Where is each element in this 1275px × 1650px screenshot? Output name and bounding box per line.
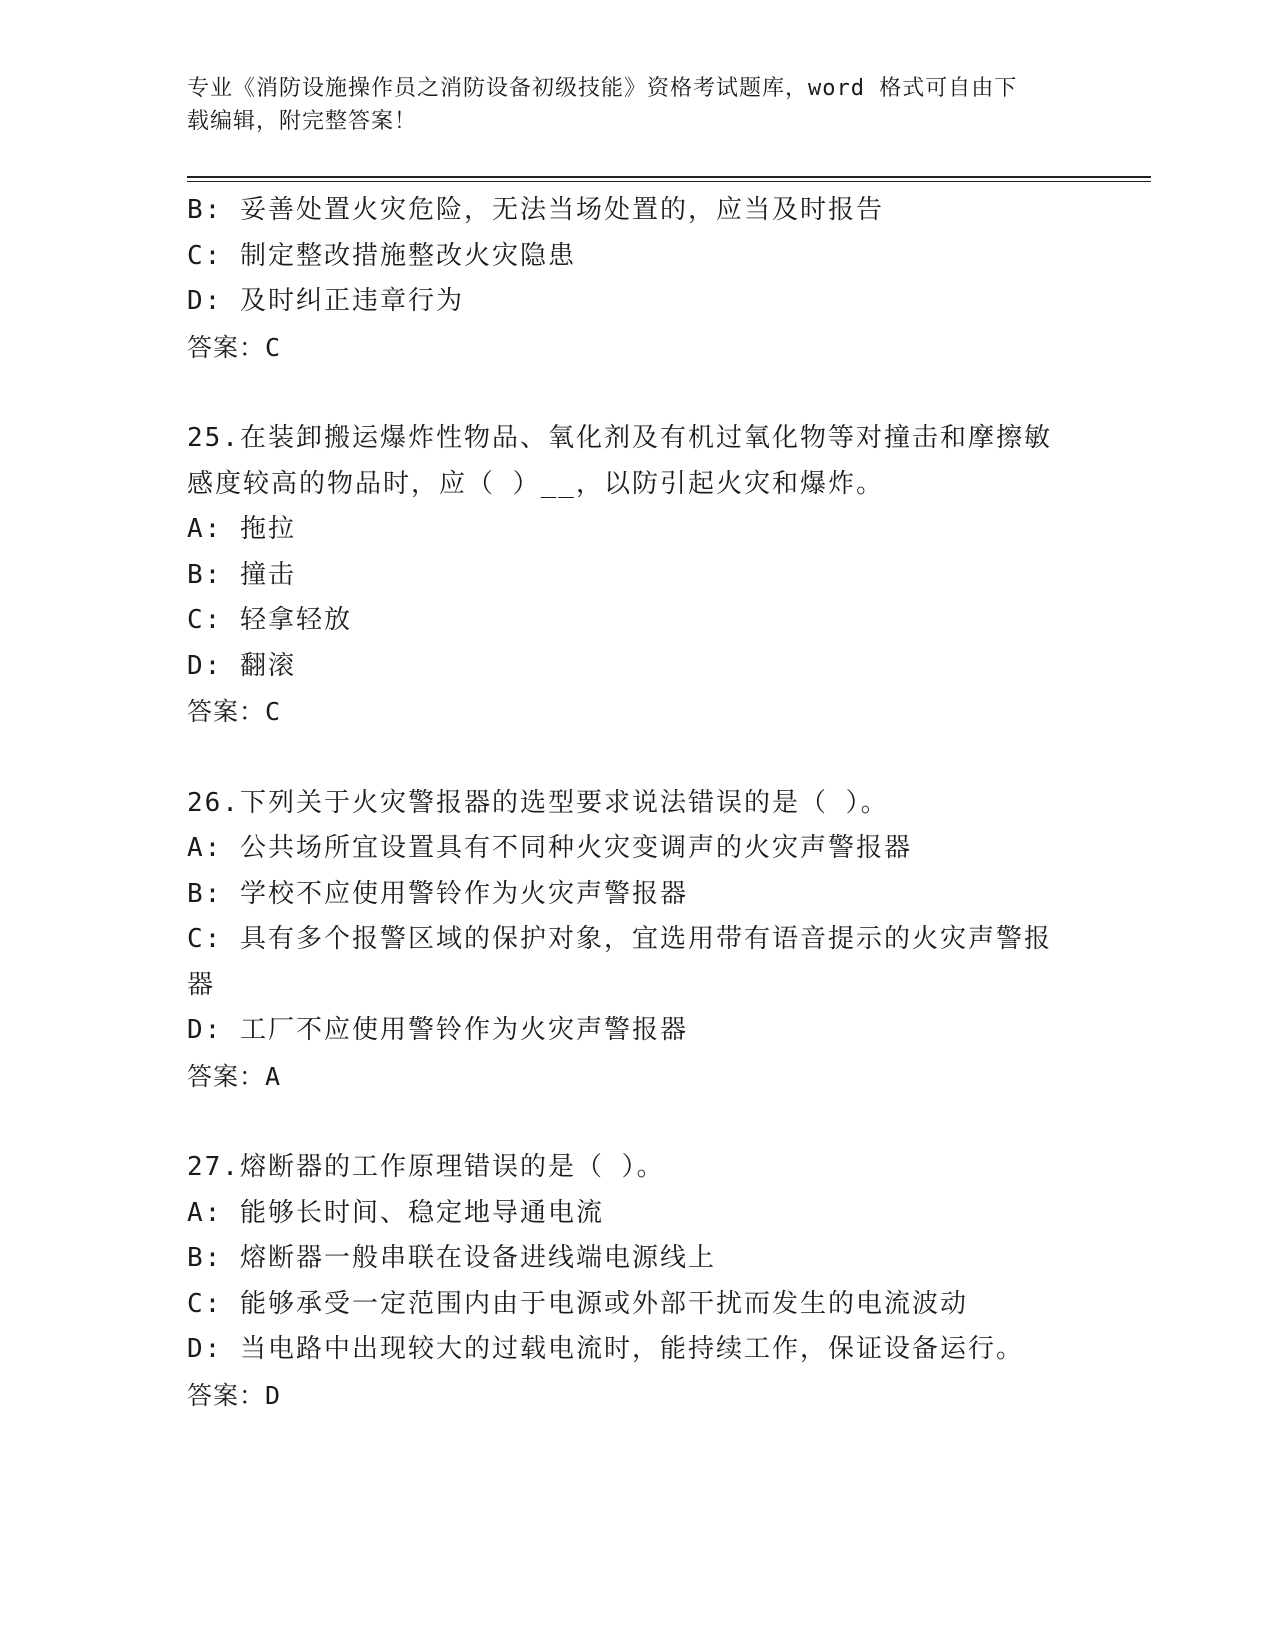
option-d: D: 及时纠正违章行为 [187,286,464,316]
question-stem: 25.在装卸搬运爆炸性物品、氧化剂及有机过氧化物等对撞击和摩擦敏 [187,423,1052,453]
option-c: C: 具有多个报警区域的保护对象，宜选用带有语音提示的火灾声警报 [187,924,1052,954]
header-rule-thick [187,176,1151,178]
spacer [187,1099,1067,1145]
option-d: D: 翻滚 [187,650,296,681]
header-line-2: 载编辑，附完整答案！ [187,109,418,134]
option-c: C: 制定整改措施整改火灾隐患 [187,240,576,271]
option-b: B: 撞击 [187,559,296,590]
answer-value: D [265,1380,282,1410]
option-d: D: 工厂不应使用警铃作为火灾声警报器 [187,1015,688,1045]
answer [187,1373,1067,1419]
page-header [187,72,1087,138]
answer [187,689,1067,735]
answer-label: 答案： [187,332,266,362]
option-d: D: 当电路中出现较大的过载电流时，能持续工作，保证设备运行。 [187,1334,1024,1364]
spacer [187,735,1067,781]
option-c-continued: 器 [187,969,216,1000]
question-26 [187,781,1067,1100]
answer-label: 答案： [187,1380,266,1410]
question-content [187,188,1067,1418]
answer-label: 答案： [187,697,266,726]
answer-value: C [265,697,282,726]
option-a: A: 拖拉 [187,514,296,544]
question-25 [187,416,1067,735]
question-27 [187,1145,1067,1418]
option-c: C: 能够承受一定范围内由于电源或外部干扰而发生的电流波动 [187,1288,968,1319]
option-c: C: 轻拿轻放 [187,605,352,635]
option-b: B: 妥善处置火灾危险，无法当场处置的，应当及时报告 [187,195,884,225]
answer-value: A [265,1061,282,1091]
question-24 [187,188,1067,370]
answer-label: 答案： [187,1061,266,1091]
answer [187,1054,1067,1100]
question-stem: 27.熔断器的工作原理错误的是（ ）。 [187,1152,665,1182]
question-stem: 26.下列关于火灾警报器的选型要求说法错误的是（ ）。 [187,787,889,818]
option-a: A: 公共场所宜设置具有不同种火灾变调声的火灾声警报器 [187,833,912,863]
option-a: A: 能够长时间、稳定地导通电流 [187,1197,604,1228]
header-rule-thin [187,181,1151,182]
question-stem-continued: 感度较高的物品时，应（ ）__，以防引起火灾和爆炸。 [187,468,884,499]
option-b: B: 熔断器一般串联在设备进线端电源线上 [187,1243,716,1273]
option-b: B: 学校不应使用警铃作为火灾声警报器 [187,878,688,909]
header-line-1: 专业《消防设施操作员之消防设备初级技能》资格考试题库，word 格式可自由下 [187,76,1018,101]
answer-value: C [265,332,282,362]
spacer [187,370,1067,416]
answer [187,325,1067,371]
